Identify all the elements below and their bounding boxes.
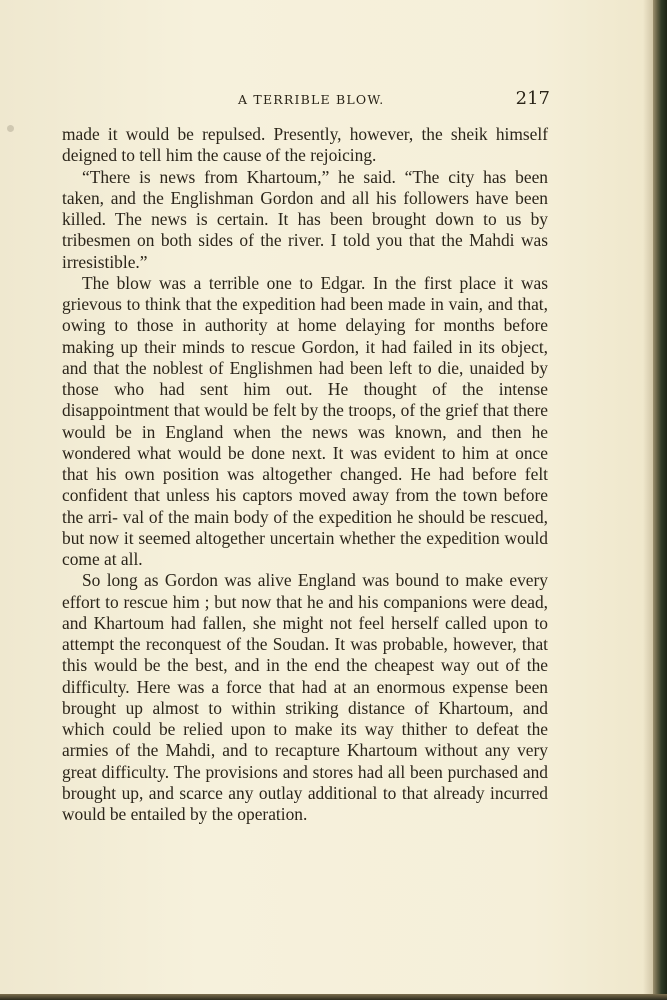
body-text — [62, 124, 548, 825]
paragraph: So long as Gordon was alive England was bound to make every effort to rescue him ; but now that he and his companions were dead, and Khartoum had fallen, she might not feel herself called upon to attempt the reconquest of the Soudan. It was probable, however, that this would be the best, and in the end the cheapest way out of the difficulty. Here was a force that had at an enormous expense been brought up almost to within striking distance of Khartoum, and which could be relied upon to make its way thither to defeat the armies of the Mahdi, and to recapture Khartoum without any very great difficulty. The provisions and stores had all been purchased and brought up, and scarce any outlay additional to that already incurred would be entailed by the operation. — [62, 570, 548, 824]
page-number: 217 — [515, 88, 550, 109]
running-head — [62, 88, 550, 112]
paragraph: “There is news from Khartoum,” he said. “The city has been taken, and the Englishman Gordon and all his followers have been killed. The news is certain. It has been brought down to us by tribesmen on both sides of the river. I told you that the Mahdi was irresistible.” — [62, 166, 548, 272]
paragraph: The blow was a terrible one to Edgar. In the first place it was grievous to think that the expedition had been made in vain, and that, owing to those in authority at home delaying for months before making up their minds to rescue Gordon, it had failed in its object, and that the noblest of Englishmen had been left to die, unaided by those who had sent him out. He thought of the intense disappointment that would be felt by the troops, of the grief that there would be in England when the news was known, and then he wondered what would be done next. It was evident to him at once that his own position was altogether changed. He had before felt confident that unless his captors moved away from the town before the arri- val of the main body of the expedition he should be rescued, but now it seemed altogether uncertain whether the expedition would come at all. — [62, 272, 548, 569]
binding-edge — [653, 0, 667, 1000]
page-smudge — [7, 125, 14, 132]
running-title: A TERRIBLE BLOW. — [238, 92, 385, 107]
binding-shadow — [643, 0, 653, 1000]
paragraph: made it would be repulsed. Presently, however, the sheik himself deigned to tell him the cause of the rejoicing. — [62, 124, 548, 166]
bottom-edge — [0, 994, 667, 1000]
